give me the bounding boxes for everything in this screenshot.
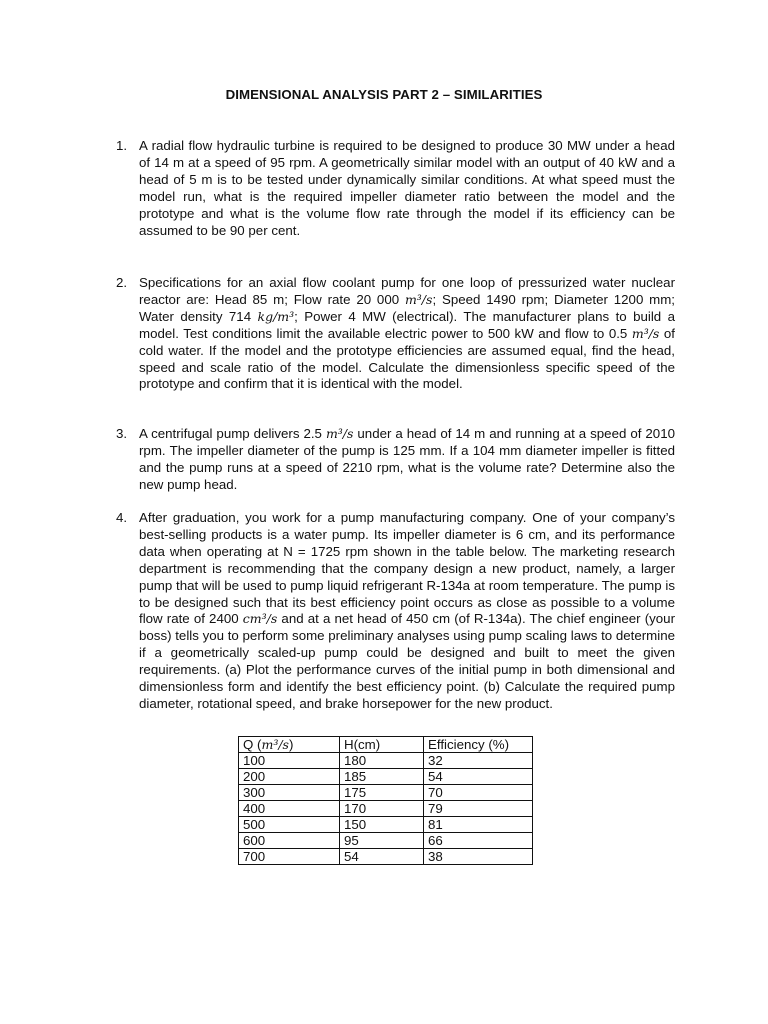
cell-efficiency: 66	[424, 833, 533, 849]
question-4	[116, 510, 675, 713]
table-header-row	[239, 737, 533, 753]
question-text: of cold water. If the model and the prototype efficiencies are assumed equal, find the head, speed and scale ratio of the model. Calculate the dimensionless specific speed of the prototype and confirm that it is identical with the model.	[139, 325, 675, 392]
cell-head: 150	[340, 817, 424, 833]
question-1	[116, 138, 675, 239]
question-text: A radial flow hydraulic turbine is required to be designed to produce 30 MW under a head of 14 m at a speed of 95 rpm. A geometrically similar model with an output of 40 kW and a head of 5 m is to be tested under dynamically similar conditions. At what speed must the model run, what is the required impeller diameter ratio between the model and the prototype and what is the volume flow rate through the model if its efficiency can be assumed to be 90 per cent.	[139, 138, 675, 238]
table-row	[239, 833, 533, 849]
cell-head: 170	[340, 801, 424, 817]
cell-head: 180	[340, 753, 424, 769]
cell-flow-rate: 300	[239, 785, 340, 801]
unit-density: kg/m³	[257, 308, 295, 324]
table-row	[239, 785, 533, 801]
question-text: A centrifugal pump delivers 2.5	[139, 426, 326, 441]
unit-flow-rate: m³/s	[404, 291, 433, 307]
question-text: ; Speed 1490 rpm; Diameter 1200 mm; Water density 714	[139, 291, 676, 324]
cell-efficiency: 81	[424, 817, 533, 833]
question-2	[116, 275, 676, 393]
header-q-unit: m³/s	[261, 737, 289, 752]
question-number: 3.	[116, 426, 128, 441]
cell-efficiency: 38	[424, 849, 533, 865]
question-text: and at a net head of 450 cm (of R-134a). The chief engineer (your boss) tells you to perform some preliminary analyses using pump scaling laws to determine if a geometrically scaled-up pump could be designed and built to meet the given requirements. (a) Plot the performance curves of the initial pump in both dimensional and dimensionless form and identify the best efficiency point. (b) Calculate the required pump diameter, rotational speed, and brake horsepower for the new product.	[139, 611, 675, 711]
cell-efficiency: 32	[424, 753, 533, 769]
unit-flow-rate: m³/s	[325, 426, 354, 441]
cell-flow-rate: 500	[239, 817, 340, 833]
question-number: 4.	[116, 510, 128, 525]
cell-efficiency: 79	[424, 801, 533, 817]
cell-flow-rate: 700	[239, 849, 340, 865]
pump-performance-table	[238, 736, 533, 865]
question-text: Specifications for an axial flow coolant pump for one loop of pressurized water nuclear reactor are: Head 85 m; Flow rate 20 000	[139, 275, 675, 307]
header-head: H(cm)	[340, 737, 424, 753]
unit-flow-rate: m³/s	[631, 325, 660, 341]
cell-flow-rate: 400	[239, 801, 340, 817]
question-3	[116, 426, 675, 494]
cell-flow-rate: 600	[239, 833, 340, 849]
unit-flow-rate: cm³/s	[242, 611, 278, 627]
header-flow-rate	[239, 737, 340, 753]
header-q-prefix: Q (	[243, 737, 262, 752]
cell-head: 175	[340, 785, 424, 801]
header-q-suffix: )	[288, 737, 294, 752]
cell-head: 54	[340, 849, 424, 865]
table-row	[239, 769, 533, 785]
question-number: 1.	[116, 138, 128, 153]
header-efficiency: Efficiency (%)	[424, 737, 533, 753]
table-row	[239, 817, 533, 833]
cell-flow-rate: 100	[239, 753, 340, 769]
question-text: under a head of 14 m and running at a speed of 2010 rpm. The impeller diameter of the pump is 125 mm. If a 104 mm diameter impeller is fitted and the pump runs at a speed of 2210 rpm, what is the volume rate? Determine also the new pump head.	[139, 426, 675, 492]
cell-head: 95	[340, 833, 424, 849]
cell-efficiency: 54	[424, 769, 533, 785]
cell-flow-rate: 200	[239, 769, 340, 785]
cell-efficiency: 70	[424, 785, 533, 801]
question-text: After graduation, you work for a pump manufacturing company. One of your company’s best-selling products is a water pump. Its impeller diameter is 6 cm, and its performance data when operating at N = 1725 rpm shown in the table below. The marketing research department is recommending that the company design a new product, namely, a larger pump that will be used to pump liquid refrigerant R-134a at room temperature. The pump is to be designed such that its best efficiency point occurs as close as possible to a volume flow rate of 2400	[139, 510, 675, 627]
table-row	[239, 801, 533, 817]
question-number: 2.	[116, 275, 128, 290]
table-row	[239, 849, 533, 865]
table-row	[239, 753, 533, 769]
question-text: ; Power 4 MW (electrical). The manufacturer plans to build a model. Test conditions limit the available electric power to 500 kW and flow to 0.5	[139, 308, 675, 341]
document-title: DIMENSIONAL ANALYSIS PART 2 – SIMILARITIES	[225, 87, 543, 102]
cell-head: 185	[340, 769, 424, 785]
